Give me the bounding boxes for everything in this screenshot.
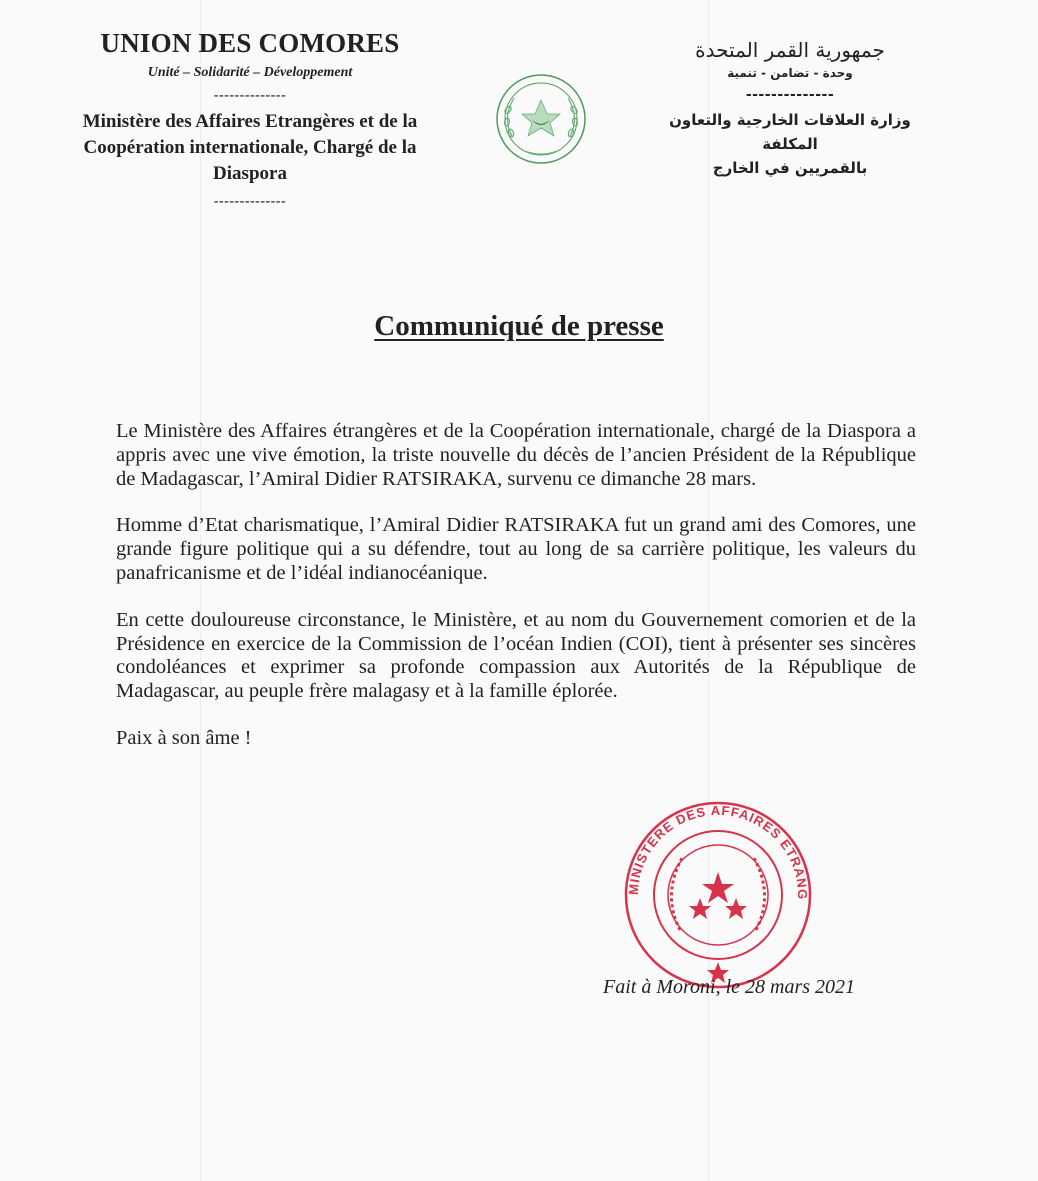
header-left [40,28,460,209]
place-and-date: Fait à Moroni, le 28 mars 2021 [603,976,856,998]
paragraph: Homme d’Etat charismatique, l’Amiral Didier RATSIRAKA fut un grand ami des Comores, une grande figure politique qui a su défendre, tout au long de sa carrière politique, les valeurs du panafricanisme et de l’idéal indianocéanique. [116,514,916,584]
country-name: UNION DES COMORES [100,28,400,58]
country-name-arabic: جمهورية القمر المتحدة [695,38,885,62]
ministry-line: وزارة العلاقات الخارجية والتعاون المكلفة [669,111,911,153]
svg-text:MINISTERE DES AFFAIRES ETRANGE: MINISTERE DES AFFAIRES ETRANG [625,802,811,901]
national-seal-icon [492,70,590,168]
ministry-line: Diaspora [213,163,287,184]
header-right-arabic [640,38,940,180]
official-stamp-icon [610,800,850,990]
separator: -------------- [213,88,287,103]
document-title [0,310,1038,343]
ministry-line: Ministère des Affaires Etrangères et de la [82,111,418,132]
ministry-name [40,109,460,187]
ministry-line: بالقمريين في الخارج [712,159,868,177]
paragraph: En cette douloureuse circonstance, le Ministère, et au nom du Gouvernement comorien et de la Présidence en exercice de la Commission de l’océan Indien (COI), tient à présenter ses sincères condoléances et exprimer sa profonde compassion aux Autorités de la République de Madagascar, au peuple frère malagasy et à la famille éplorée. [116,608,916,703]
ministry-line: Coopération internationale, Chargé de la [83,137,417,158]
motto-arabic: وحدة - تضامن - تنمية [727,66,853,80]
motto: Unité – Solidarité – Développement [147,65,353,80]
title-text: Communiqué de presse [374,310,664,342]
separator: -------------- [745,87,835,103]
paragraph: Le Ministère des Affaires étrangères et de la Coopération internationale, chargé de la Diaspora a appris avec une vive émotion, la triste nouvelle du décès de l’ancien Président de la République de Madagascar, l’Amiral Didier RATSIRAKA, survenu ce dimanche 28 mars. [116,420,916,490]
separator: -------------- [213,194,287,209]
ministry-name-arabic [640,108,940,180]
closing-line: Paix à son âme ! [116,726,252,749]
document-body [116,420,916,774]
